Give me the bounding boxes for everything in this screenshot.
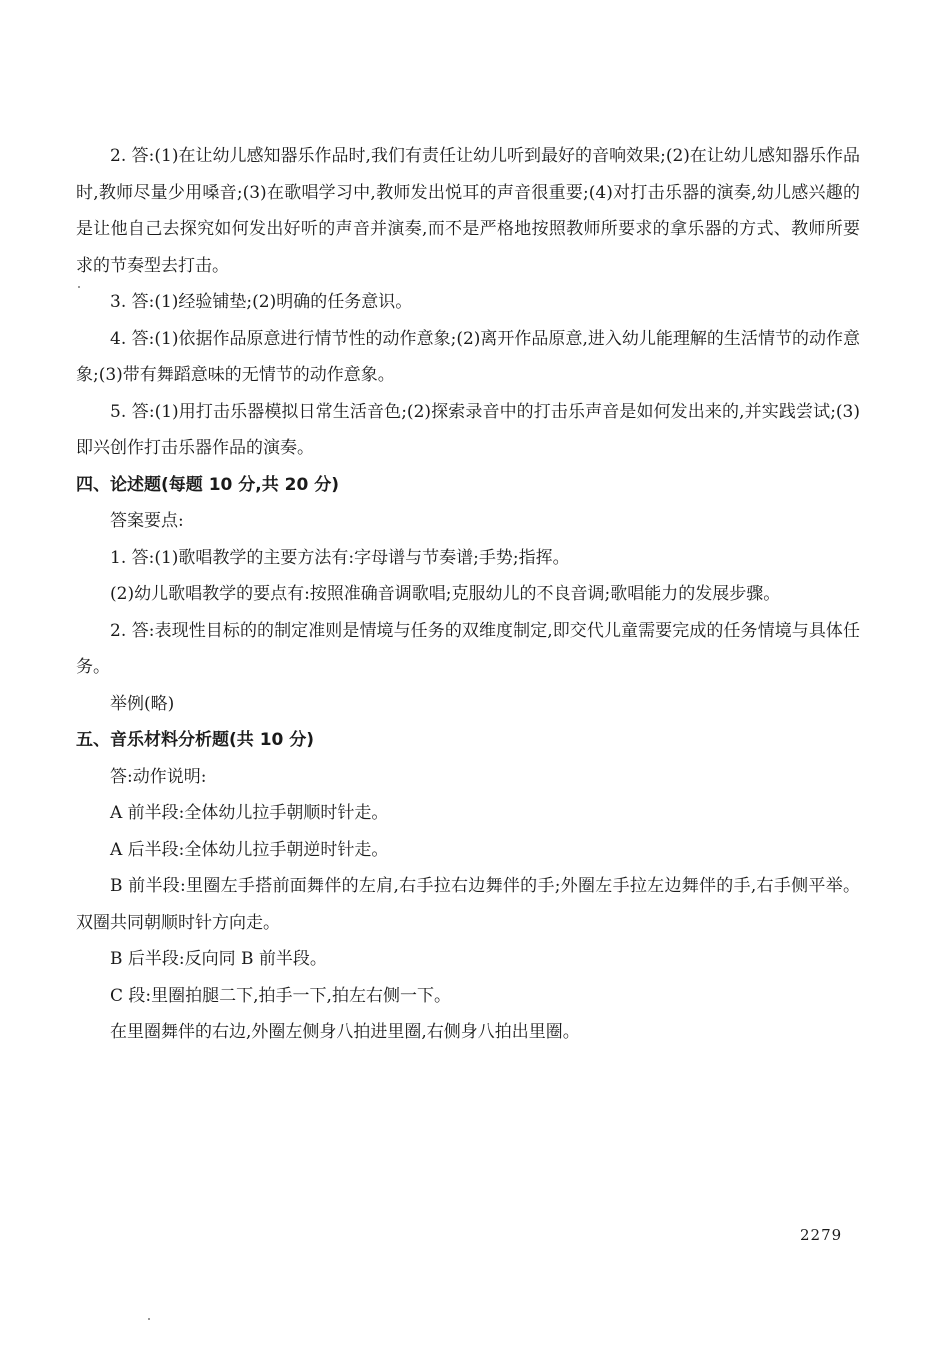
answer-5-b2: B 后半段:反向同 B 前半段。 — [110, 949, 327, 969]
section-5-intro: 答:动作说明: — [110, 766, 207, 787]
answer-3-5: 5. 答:(1)用打击乐器模拟日常生活音色;(2)探索录音中的打击乐声音是如何发出来的,并实践尝试;(3)即兴创作打击乐器作品的演奏。 — [76, 401, 860, 458]
section-4-intro: 答案要点: — [110, 511, 184, 531]
answer-4-example: 举例(略) — [110, 693, 175, 714]
answer-4-2: 2. 答:表现性目标的的制定准则是情境与任务的双维度制定,即交代儿童需要完成的任务情境与具体任务。 — [76, 620, 860, 677]
answer-5-final: 在里圈舞伴的右边,外圈左侧身八拍进里圈,右侧身八拍出里圈。 — [110, 1022, 580, 1042]
answer-5-c: C 段:里圈拍腿二下,拍手一下,拍左右侧一下。 — [110, 985, 451, 1006]
scan-speck — [148, 1318, 150, 1320]
section-5-heading: 五、音乐材料分析题(共 10 分) — [76, 730, 315, 750]
answer-4-1b: (2)幼儿歌唱教学的要点有:按照准确音调歌唱;克服幼儿的不良音调;歌唱能力的发展步骤。 — [110, 584, 781, 604]
section-4-heading: 四、论述题(每题 10 分,共 20 分) — [76, 474, 339, 495]
answer-5-a1: A 前半段:全体幼儿拉手朝顺时针走。 — [110, 803, 389, 823]
answer-5-a2: A 后半段:全体幼儿拉手朝逆时针走。 — [110, 839, 389, 860]
answer-3-2: 2. 答:(1)在让幼儿感知器乐作品时,我们有责任让幼儿听到最好的音响效果;(2)在让幼儿感知器乐作品时,教师尽量少用嗓音;(3)在歌唱学习中,教师发出悦耳的声音很重要;(4)对打击乐器的演奏,幼儿感兴趣的是让他自己去探究如何发出好听的声音并演奏,而不是严格地按照教师所要求的拿乐器的方式、教师所要求的节奏型去打击。 — [76, 146, 860, 276]
answer-3-4: 4. 答:(1)依据作品原意进行情节性的动作意象;(2)离开作品原意,进入幼儿能理解的生活情节的动作意象;(3)带有舞蹈意味的无情节的动作意象。 — [76, 328, 860, 385]
scan-speck — [78, 286, 80, 288]
answer-5-b1: B 前半段:里圈左手搭前面舞伴的左肩,右手拉右边舞伴的手;外圈左手拉左边舞伴的手,右手侧平举。双圈共同朝顺时针方向走。 — [76, 876, 860, 933]
answer-3-3: 3. 答:(1)经验铺垫;(2)明确的任务意识。 — [110, 292, 413, 312]
page-number: 2279 — [800, 1226, 843, 1244]
answer-4-1a: 1. 答:(1)歌唱教学的主要方法有:字母谱与节奏谱;手势;指挥。 — [110, 547, 570, 568]
answer-content — [76, 138, 860, 1051]
